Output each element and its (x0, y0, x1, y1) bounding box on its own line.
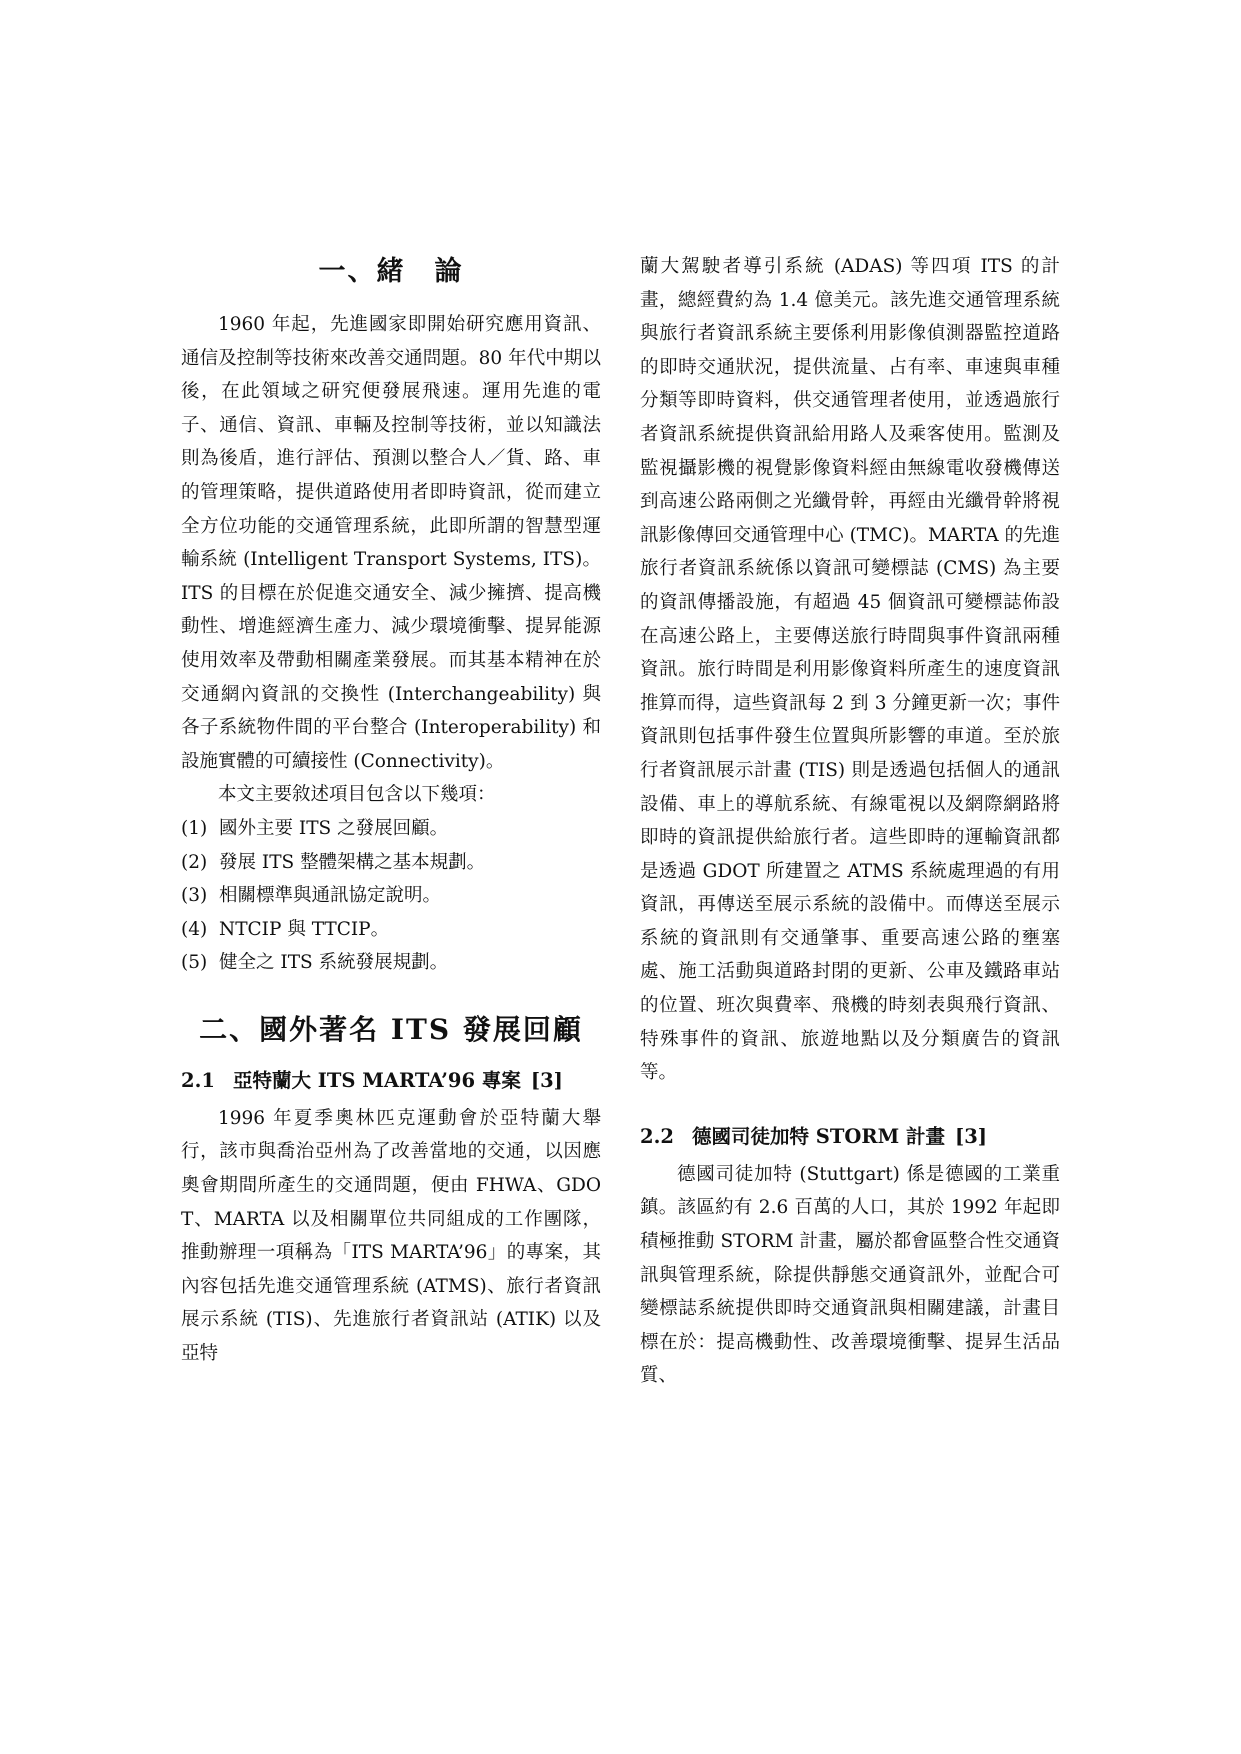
citation: [3] (530, 1068, 563, 1092)
subsection-number: 2.2 (640, 1124, 674, 1148)
list-item-number: (5) (181, 952, 208, 974)
subsection-title-pre: 亞特蘭大 (233, 1068, 318, 1092)
list-item (181, 846, 601, 880)
right-column (640, 250, 1060, 1393)
subsection-title-post: 專案 (475, 1068, 521, 1092)
list-item-number: (2) (181, 851, 208, 873)
list-item-text: 健全之 ITS 系統發展規劃。 (219, 952, 449, 974)
objectives-list (181, 812, 601, 980)
list-item-text: NTCIP 與 TTCIP。 (219, 918, 390, 940)
subsection-2-2-title (640, 1120, 1060, 1154)
subsection-2-1-paragraph: 1996 年夏季奧林匹克運動會於亞特蘭大舉行，該市與喬治亞州為了改善當地的交通，以因應奧會期間所產生的交通問題，便由 FHWA、GDOT、MARTA 以及相關單位共同組成的工作團隊，推動辦理一項稱為「ITS MARTA’96」的專案，其內容包括先進交通管理系統 (ATMS)、旅行者資訊展示系統 (TIS)、先進旅行者資訊站 (ATIK) 以及亞特 (181, 1107, 601, 1365)
subsection-2-1-title (181, 1064, 601, 1098)
list-item (181, 913, 601, 947)
subsection-number: 2.1 (181, 1068, 215, 1092)
left-column (181, 252, 601, 1371)
subsection-title-bold: STORM (815, 1124, 900, 1148)
section-1-paragraph-1: 1960 年起，先進國家即開始研究應用資訊、通信及控制等技術來改善交通問題。80 年代中期以後，在此領域之研究便發展飛速。運用先進的電子、通信、資訊、車輛及控制等技術，並以知識法則為後盾，進行評估、預測以整合人／貨、路、車的管理策略，提供道路使用者即時資訊，從而建立全方位功能的交通管理系統，此即所謂的智慧型運輸系統 (Intelligent Transport Systems, ITS)。ITS 的目標在於促進交通安全、減少擁擠、提高機動性、增進經濟生產力、減少環境衝擊、提昇能源使用效率及帶動相關產業發展。而其基本精神在於交通網內資訊的交換性 (Interchangeability) 與各子系統物件間的平台整合 (Interoperability) 和設施實體的可續接性 (Connectivity)。 (181, 314, 601, 772)
list-item-text: 相關標準與通訊協定說明。 (219, 885, 442, 907)
list-item-number: (1) (181, 817, 208, 839)
subsection-title-post: 計畫 (899, 1124, 945, 1148)
section-2-title: 二、國外著名 ITS 發展回顧 (199, 1012, 583, 1046)
citation: [3] (954, 1124, 987, 1148)
list-item (181, 946, 601, 980)
list-item (181, 812, 601, 846)
subsection-title-pre: 德國司徒加特 (692, 1124, 816, 1148)
list-item (181, 879, 601, 913)
section-1-title: 一、緒 論 (318, 256, 464, 287)
list-item-number: (3) (181, 885, 208, 907)
section-1-paragraph-2: 本文主要敘述項目包含以下幾項： (218, 784, 496, 806)
list-item-number: (4) (181, 918, 208, 940)
list-item-text: 發展 ITS 整體架構之基本規劃。 (219, 851, 486, 873)
subsection-2-1-paragraph-continued: 蘭大駕駛者導引系統 (ADAS) 等四項 ITS 的計畫，總經費約為 1.4 億美元。該先進交通管理系統與旅行者資訊系統主要係利用影像偵測器監控道路的即時交通狀況，提供流量、占有率、車速與車種分類等即時資料，供交通管理者使用，並透過旅行者資訊系統提供資訊給用路人及乘客使用。監測及監視攝影機的視覺影像資料經由無線電收發機傳送到高速公路兩側之光纖骨幹，再經由光纖骨幹將視訊影像傳回交通管理中心 (TMC)。MARTA 的先進旅行者資訊系統係以資訊可變標誌 (CMS) 為主要的資訊傳播設施，有超過 45 個資訊可變標誌佈設在高速公路上，主要傳送旅行時間與事件資訊兩種資訊。旅行時間是利用影像資料所產生的速度資訊推算而得，這些資訊每 2 到 3 分鐘更新一次；事件資訊則包括事件發生位置與所影響的車道。至於旅行者資訊展示計畫 (TIS) 則是透過包括個人的通訊設備、車上的導航系統、有線電視以及網際網路將即時的資訊提供給旅行者。這些即時的運輸資訊都是透過 GDOT 所建置之 ATMS 系統處理過的有用資訊，再傳送至展示系統的設備中。而傳送至展示系統的資訊則有交通肇事、重要高速公路的壅塞處、施工活動與道路封閉的更新、公車及鐵路車站的位置、班次與費率、飛機的時刻表與飛行資訊、特殊事件的資訊、旅遊地點以及分類廣告的資訊等。 (640, 256, 1060, 1084)
subsection-2-2-paragraph: 德國司徒加特 (Stuttgart) 係是德國的工業重鎮。該區約有 2.6 百萬的人口，其於 1992 年起即積極推動 STORM 計畫，屬於都會區整合性交通資訊與管理系統，除提供靜態交通資訊外，並配合可變標誌系統提供即時交通資訊與相關建議，計畫目標在於：提高機動性、改善環境衝擊、提昇生活品質、 (640, 1163, 1060, 1387)
list-item-text: 國外主要 ITS 之發展回顧。 (219, 817, 449, 839)
subsection-title-bold: ITS MARTA’96 (317, 1068, 476, 1092)
